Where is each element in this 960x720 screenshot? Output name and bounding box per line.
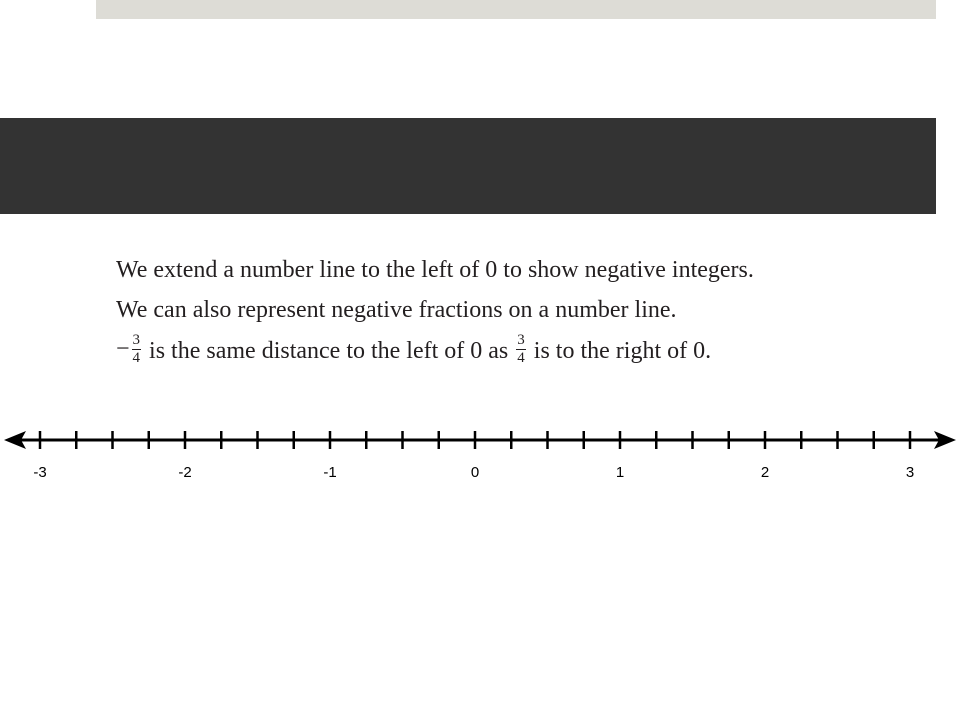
number-line-tick-label: -3 [33,464,47,481]
number-line-tick-label: -1 [323,464,337,481]
text-line-1: We extend a number line to the left of 0 to show negative integers. [116,257,754,283]
text-line-3-middle: is the same distance to the left of 0 as [143,338,515,364]
minus-sign: − [116,336,130,363]
fraction-three-fourths [516,333,526,366]
number-line-tick-label: -2 [178,464,192,481]
fraction-denominator: 4 [517,349,525,366]
text-line-3-end: is to the right of 0. [527,338,712,364]
fraction-denominator: 4 [132,349,141,366]
title-bar [0,118,936,214]
text-line-2: We can also represent negative fractions on a number line. [116,297,677,323]
fraction-negative-three-fourths [132,333,142,366]
fraction-numerator: 3 [132,331,141,348]
text-line-3 [116,331,712,366]
number-line-labels [33,464,914,481]
number-line-tick-label: 0 [470,464,480,481]
top-decorative-band [96,0,936,19]
number-line-tick-label: 3 [905,464,915,481]
number-line [0,420,960,490]
number-line-tick-label: 1 [615,464,625,481]
number-line-tick-label: 2 [760,464,770,481]
fraction-numerator: 3 [517,331,525,348]
